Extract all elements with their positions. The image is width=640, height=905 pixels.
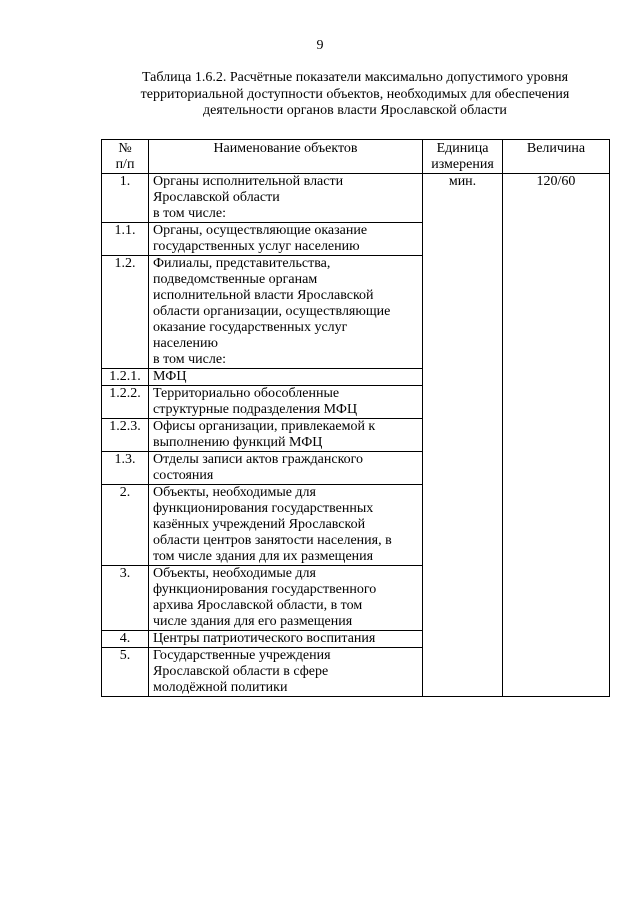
object-name-line: структурные подразделения МФЦ	[153, 402, 358, 417]
row-number: 1.2.1.	[102, 369, 149, 386]
object-name-line: архива Ярославской области, в том	[153, 598, 363, 613]
object-name	[149, 648, 423, 697]
object-name	[149, 419, 423, 452]
object-name-line: состояния	[153, 468, 214, 483]
object-name	[149, 369, 423, 386]
row-number: 1.2.3.	[102, 419, 149, 452]
row-number: 3.	[102, 566, 149, 631]
header-text: измерения	[431, 157, 494, 172]
caption-line: деятельности органов власти Ярославской области	[203, 103, 507, 118]
object-name-line: казённых учреждений Ярославской	[153, 517, 366, 532]
object-name-line: Объекты, необходимые для	[153, 485, 316, 500]
object-name-line: Государственные учреждения	[153, 648, 331, 663]
caption-line: территориальной доступности объектов, необходимых для обеспечения	[140, 86, 570, 102]
object-name-line: Органы, осуществляющие оказание	[153, 223, 368, 238]
object-name-line: области организации, осуществляющие	[153, 304, 391, 319]
page-number: 9	[316, 38, 324, 53]
object-name-line: населению	[153, 336, 218, 351]
object-name-line: Офисы организации, привлекаемой к	[153, 419, 376, 434]
object-name	[149, 452, 423, 485]
object-name-line: функционирования государственного	[153, 582, 377, 597]
object-name	[149, 386, 423, 419]
header-text: Единица	[436, 141, 489, 156]
table-caption	[100, 70, 610, 120]
object-name-line: подведомственные органам	[153, 272, 318, 287]
row-number: 1.3.	[102, 452, 149, 485]
object-name-line: оказание государственных услуг	[153, 320, 348, 335]
object-name-line: Территориально обособленные	[153, 386, 340, 401]
row-number: 4.	[102, 631, 149, 648]
row-number: 1.1.	[102, 223, 149, 256]
object-name-line: Объекты, необходимые для	[153, 566, 316, 581]
row-number: 5.	[102, 648, 149, 697]
object-name-line: Ярославской области в сфере	[153, 664, 329, 679]
row-number: 1.2.	[102, 256, 149, 369]
object-name-line: Центры патриотического воспитания	[153, 631, 376, 646]
object-name	[149, 174, 423, 223]
caption-line: Таблица 1.6.2. Расчётные показатели максимально допустимого уровня	[141, 70, 569, 85]
header-name	[149, 140, 423, 174]
object-name	[149, 256, 423, 369]
header-number	[102, 140, 149, 174]
table-row	[102, 174, 610, 223]
header-text: №	[118, 141, 132, 156]
header-unit	[423, 140, 503, 174]
object-name-line: МФЦ	[153, 369, 187, 384]
object-name-line: молодёжной политики	[153, 680, 288, 695]
header-text: Величина	[526, 141, 586, 156]
object-name-line: функционирования государственных	[153, 501, 374, 516]
object-name-line: числе здания для его размещения	[153, 614, 353, 629]
unit-cell: мин.	[423, 174, 503, 697]
object-name-line: выполнению функций МФЦ	[153, 435, 323, 450]
object-name	[149, 566, 423, 631]
object-name-line: государственных услуг населению	[153, 239, 360, 254]
object-name-line: в том числе:	[153, 352, 226, 367]
value-cell: 120/60	[503, 174, 610, 697]
header-value	[503, 140, 610, 174]
accessibility-table	[101, 139, 610, 697]
object-name-line: Отделы записи актов гражданского	[153, 452, 364, 467]
row-number: 1.	[102, 174, 149, 223]
object-name-line: Органы исполнительной власти	[153, 174, 344, 189]
object-name	[149, 631, 423, 648]
row-number: 2.	[102, 485, 149, 566]
object-name-line: том числе здания для их размещения	[153, 549, 374, 564]
object-name-line: области центров занятости населения, в	[153, 533, 392, 548]
row-number: 1.2.2.	[102, 386, 149, 419]
object-name-line: исполнительной власти Ярославской	[153, 288, 374, 303]
header-text: Наименование объектов	[213, 141, 358, 156]
header-text: п/п	[115, 157, 135, 172]
header-row	[102, 140, 610, 174]
object-name-line: Ярославской области	[153, 190, 280, 205]
object-name-line: в том числе:	[153, 206, 226, 221]
object-name	[149, 485, 423, 566]
object-name	[149, 223, 423, 256]
object-name-line: Филиалы, представительства,	[153, 256, 331, 271]
